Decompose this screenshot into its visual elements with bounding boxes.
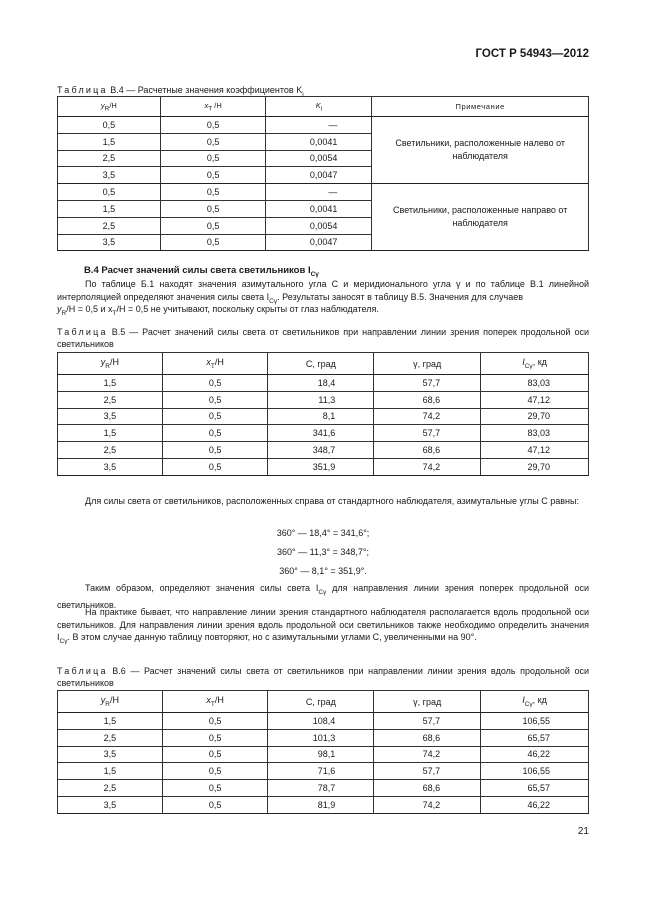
col-header: γ, град — [374, 353, 481, 375]
table-row — [58, 729, 589, 746]
col-yr-h: $y_R/H$ — [58, 97, 161, 117]
table-cell: 0,5 — [162, 796, 268, 813]
table-row — [58, 458, 589, 475]
table-header-row — [58, 353, 589, 375]
col-header: γ, град — [374, 691, 481, 713]
section-b4-title: В.4 Расчет значений силы света светильников $I_{C\gamma}$ — [84, 265, 319, 278]
table-cell: 47,12 — [481, 442, 589, 459]
paragraph-azimuth-angles: Для силы света от светильников, расположенных справа от стандартного наблюдателя, азимутальные углы C равны: — [85, 496, 579, 506]
table-cell: 11,3 — [268, 391, 374, 408]
table-b4-body — [58, 117, 589, 251]
table-cell: 101,3 — [268, 729, 374, 746]
table-cell: 0,5 — [160, 167, 266, 184]
col-header: C, град — [268, 353, 374, 375]
table-b4-caption-sub: i — [302, 90, 304, 98]
table-note-cell: Светильники, расположенные направо от наблюдателя — [372, 184, 589, 251]
table-cell: 81,9 — [268, 796, 374, 813]
table-cell: 0,0054 — [266, 217, 372, 234]
table-cell: 57,7 — [374, 713, 481, 730]
equation-1: 360° — 18,4° = 341,6°; — [276, 528, 370, 538]
table-cell: 0,5 — [162, 425, 268, 442]
col-header: $x_T/H$ — [162, 353, 268, 375]
table-cell: 0,0054 — [266, 150, 372, 167]
table-b5 — [57, 352, 589, 476]
table-cell: 29,70 — [481, 458, 589, 475]
table-row — [58, 375, 589, 392]
table-cell: 0,0041 — [266, 200, 372, 217]
table-cell: 65,57 — [481, 780, 589, 797]
table-b4-caption-text: В.4 — Расчетные значения коэффициентов K — [110, 85, 303, 95]
table-row — [58, 780, 589, 797]
table-cell: 2,5 — [58, 391, 163, 408]
table-cell: 1,5 — [58, 763, 163, 780]
table-cell: 0,0041 — [266, 133, 372, 150]
table-cell: 57,7 — [374, 425, 481, 442]
table-cell: 3,5 — [58, 458, 163, 475]
col-header: $y_R/H$ — [58, 353, 163, 375]
section-b4-paragraph-line3: $y_R/H = 0,5$ и $x_T/H = 0,5$ не учитывают, поскольку скрыты от глаз наблюдателя. — [57, 304, 379, 317]
table-cell: 1,5 — [58, 375, 163, 392]
table-b6 — [57, 690, 589, 814]
equation-3: 360° — 8,1° = 351,9°. — [279, 566, 367, 576]
paragraph-practice: На практике бывает, что направление линии зрения стандартного наблюдателя располагается вдоль продольной оси светильников. Для направления линии зрения вдоль продольной оси светильников также необходимо определить значения $I_{C\gamma}$. В этом случае данную таблицу повторяют, но с азимутальными углами C, увеличенными на 90°. — [57, 607, 589, 645]
table-cell: 0,5 — [58, 184, 161, 201]
page-number: 21 — [577, 826, 589, 837]
table-cell: 0,5 — [162, 780, 268, 797]
table-cell: 0,5 — [162, 442, 268, 459]
table-cell: 0,5 — [160, 217, 266, 234]
table-row — [58, 442, 589, 459]
table-cell: 1,5 — [58, 133, 161, 150]
table-cell: 3,5 — [58, 746, 163, 763]
table-cell: 108,4 — [268, 713, 374, 730]
table-cell: 83,03 — [481, 425, 589, 442]
col-header: $I_{C\gamma}$, кд — [481, 353, 589, 375]
table-cell: 351,9 — [268, 458, 374, 475]
col-header: C, град — [268, 691, 374, 713]
table-b6-caption — [57, 665, 589, 689]
table-cell: 0,5 — [162, 375, 268, 392]
table-cell: 1,5 — [58, 425, 163, 442]
table-cell: 1,5 — [58, 200, 161, 217]
table-cell: 2,5 — [58, 442, 163, 459]
table-cell: 1,5 — [58, 713, 163, 730]
table-cell: 2,5 — [58, 780, 163, 797]
table-cell: 341,6 — [268, 425, 374, 442]
table-cell: 0,5 — [160, 133, 266, 150]
table-cell: 348,7 — [268, 442, 374, 459]
table-cell: 2,5 — [58, 217, 161, 234]
table-cell: 0,5 — [162, 763, 268, 780]
document-code: ГОСТ Р 54943—2012 — [475, 48, 589, 60]
table-cell: 3,5 — [58, 167, 161, 184]
table-row — [58, 746, 589, 763]
table-cell: 3,5 — [58, 796, 163, 813]
table-row — [58, 408, 589, 425]
section-b4-paragraph: По таблице Б.1 находят значения азимутального угла C и меридионального угла γ и по таблице В.1 линейной интерполяцией определяют значения силы света $I_{C\gamma}$. Результаты заносят в таблицу В.5. Значения для случаев — [57, 279, 589, 305]
table-cell: 0,0047 — [266, 167, 372, 184]
table-cell: 78,7 — [268, 780, 374, 797]
table-cell: 68,6 — [374, 780, 481, 797]
table-b5-label: Таблица — [57, 327, 108, 337]
table-cell: 74,2 — [374, 796, 481, 813]
table-cell: 68,6 — [374, 442, 481, 459]
table-cell: 2,5 — [58, 150, 161, 167]
table-cell: 0,5 — [160, 200, 266, 217]
table-cell: 74,2 — [374, 408, 481, 425]
table-cell: 106,55 — [481, 763, 589, 780]
table-cell: 106,55 — [481, 713, 589, 730]
table-b4 — [57, 96, 589, 251]
table-cell: 0,5 — [160, 117, 266, 134]
col-xt-h: $x_T$ /H — [160, 97, 266, 117]
table-cell: 0,5 — [58, 117, 161, 134]
table-cell: 71,6 — [268, 763, 374, 780]
table-cell: 0,0047 — [266, 234, 372, 251]
table-row — [58, 117, 589, 134]
table-cell: 57,7 — [374, 375, 481, 392]
table-cell: 47,12 — [481, 391, 589, 408]
table-cell: 3,5 — [58, 234, 161, 251]
table-cell: 57,7 — [374, 763, 481, 780]
table-cell: 0,5 — [162, 408, 268, 425]
table-cell: 18,4 — [268, 375, 374, 392]
table-cell: — — [266, 184, 372, 201]
table-cell: 46,22 — [481, 746, 589, 763]
table-b6-caption-text: В.6 — Расчет значений силы света от светильников при направлении линии зрения вдоль продольной оси светильников — [57, 666, 589, 688]
table-b5-caption-text: В.5 — Расчет значений силы света от светильников при направлении линии зрения поперек продольной оси светильников — [57, 327, 589, 349]
table-row — [58, 391, 589, 408]
table-b4-label: Таблица — [57, 85, 108, 95]
table-cell: 83,03 — [481, 375, 589, 392]
paragraph-thus: Таким образом, определяют значения силы света $I_{C\gamma}$ для направления линии зрения поперек продольной оси светильников. — [57, 583, 590, 611]
table-cell: 98,1 — [268, 746, 374, 763]
equations — [57, 528, 589, 585]
table-cell: 8,1 — [268, 408, 374, 425]
table-cell: 0,5 — [162, 391, 268, 408]
table-cell: 29,70 — [481, 408, 589, 425]
table-row — [58, 425, 589, 442]
table-header-row — [58, 691, 589, 713]
table-row — [58, 796, 589, 813]
table-cell: 74,2 — [374, 746, 481, 763]
table-note-cell: Светильники, расположенные налево от наблюдателя — [372, 117, 589, 184]
table-cell: 74,2 — [374, 458, 481, 475]
equation-2: 360° — 11,3° = 348,7°; — [277, 547, 369, 557]
table-b6-label: Таблица — [57, 666, 108, 676]
table-row — [58, 763, 589, 780]
col-header: $I_{C\gamma}$, кд — [481, 691, 589, 713]
table-cell: 68,6 — [374, 729, 481, 746]
col-header: $x_T/H$ — [162, 691, 268, 713]
table-row — [58, 184, 589, 201]
table-b4-header-row — [58, 97, 589, 117]
table-row — [58, 713, 589, 730]
table-cell: 65,57 — [481, 729, 589, 746]
col-ki: $K_i$ — [266, 97, 372, 117]
col-header: $y_R/H$ — [58, 691, 163, 713]
table-cell: 0,5 — [160, 184, 266, 201]
table-cell: 68,6 — [374, 391, 481, 408]
table-cell: 0,5 — [162, 713, 268, 730]
table-cell: 2,5 — [58, 729, 163, 746]
col-note: Примечание — [372, 97, 589, 117]
table-b5-caption — [57, 326, 589, 350]
table-cell: 0,5 — [162, 746, 268, 763]
table-cell: — — [266, 117, 372, 134]
table-cell: 0,5 — [162, 458, 268, 475]
table-cell: 0,5 — [160, 234, 266, 251]
table-cell: 3,5 — [58, 408, 163, 425]
table-cell: 0,5 — [160, 150, 266, 167]
table-cell: 0,5 — [162, 729, 268, 746]
table-cell: 46,22 — [481, 796, 589, 813]
